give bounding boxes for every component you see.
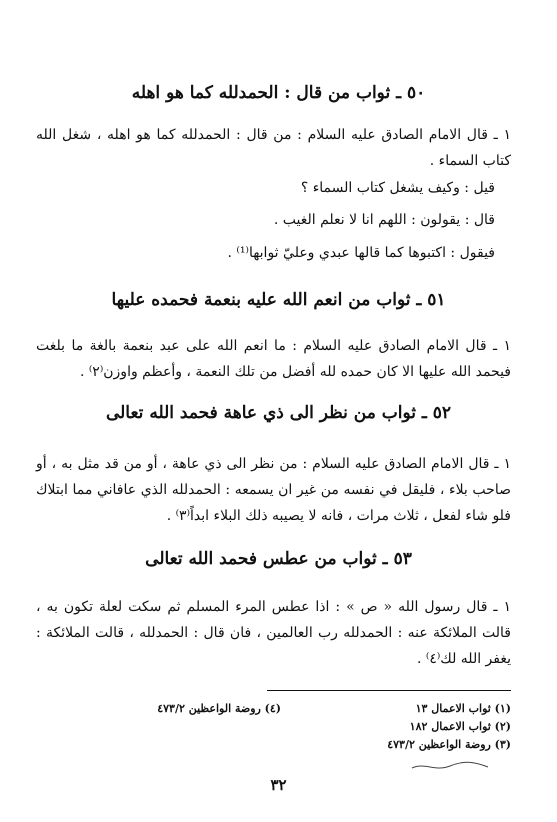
paragraph: ١ ـ قال الامام الصادق عليه السلام : من قال : الحمدلله كما هو اهله ، شغل الله كتاب السماء . (36, 127, 511, 169)
footnote-4: (٤) روضة الواعظين ٤٧٣/٢ (157, 702, 281, 715)
footnote-3: (٣) روضة الواعظين ٤٧٣/٢ (387, 738, 511, 751)
section-heading-50: ٥٠ ـ ثواب من قال : الحمدلله كما هو اهله (131, 83, 426, 103)
section-heading-52: ٥٢ ـ ثواب من نظر الى ذي عاهة فحمد الله تعالى (105, 403, 452, 423)
page-number: ٣٢ (270, 776, 287, 794)
footnotes-left-column (41, 700, 281, 718)
dialog-line-2: قال : يقولون : اللهم انا لا نعلم الغيب . (273, 212, 495, 228)
section-text-51 (36, 333, 511, 385)
section-heading-51: ٥١ ـ ثواب من انعم الله عليه بنعمة فحمده عليها (111, 290, 446, 310)
paragraph: ١ ـ قال رسول الله « ص » : اذا عطس المرء المسلم ثم سكت لعلة تكون به ، قالت الملائكة عنه : الحمدلله رب العالمين ، فان قال : الحمدلله ، قالت الملائكة : يغفر الله لك⁽٤⁾ . (36, 599, 511, 667)
section-text-52 (36, 451, 511, 529)
section-text-50 (36, 122, 511, 174)
paragraph: ١ ـ قال الامام الصادق عليه السلام : ما انعم الله على عبد بنعمة بالغة ما بلغت فيحمد الله عليها الا كان حمده لله أفضل من تلك النعمة ، وأعظم واوزن⁽٢⁾ . (36, 338, 511, 380)
section-heading-53: ٥٣ ـ ثواب من عطس فحمد الله تعالى (145, 549, 412, 569)
dialog-line-3: فيقول : اكتبوها كما قالها عبدي وعليّ ثوابها⁽¹⁾ . (227, 245, 495, 261)
dialog-line-1: قيل : وكيف يشغل كتاب السماء ؟ (300, 180, 495, 196)
decorative-squiggle-icon (410, 760, 490, 772)
footnote-1: (١) ثواب الاعمال ١٣ (415, 702, 511, 715)
footnotes-right-column (281, 700, 511, 754)
paragraph: ١ ـ قال الامام الصادق عليه السلام : من نظر الى ذي عاهة ، أو من قد مثل به ، أو صاحب بلاء ، فليقل في نفسه من غير ان يسمعه : الحمدلله الذي عافاني مما ابتلاك فلو شاء لفعل ، ثلاث مرات ، فانه لا يصيبه ذلك البلاء ابداً⁽٣⁾ . (36, 456, 511, 524)
section-text-53 (36, 594, 511, 672)
footnote-2: (٢) ثواب الاعمال ١٨٢ (409, 720, 511, 733)
footnote-rule (267, 690, 511, 691)
